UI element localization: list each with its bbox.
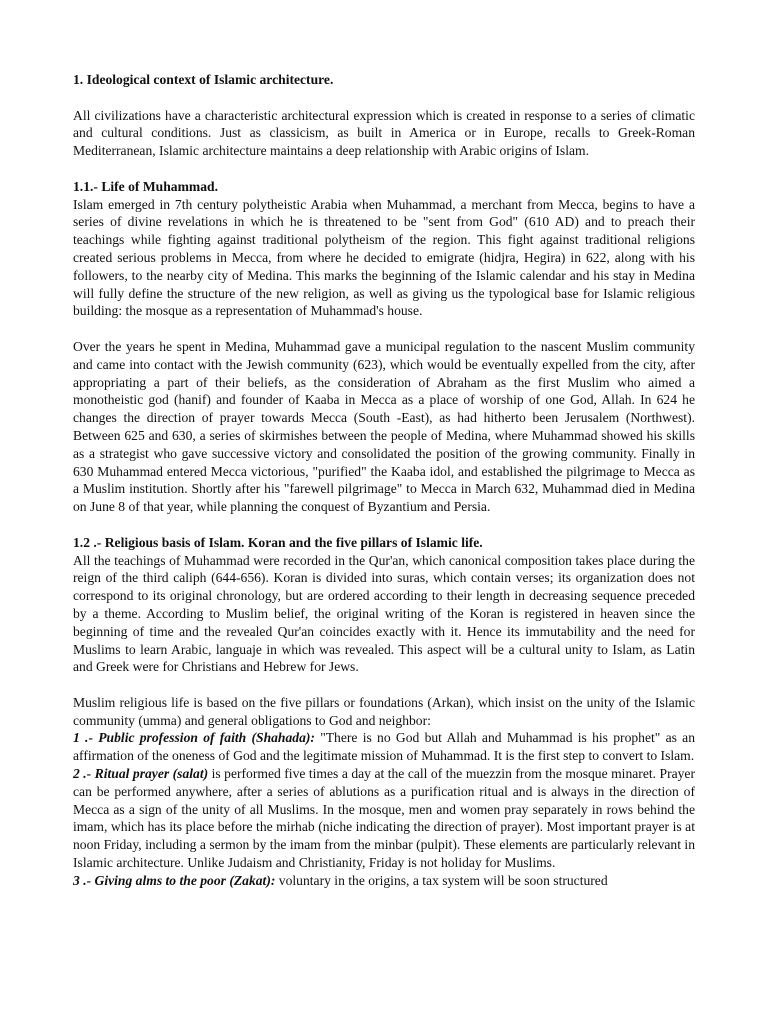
life-heading: 1.1.- Life of Muhammad. (73, 178, 218, 194)
life-paragraph-2: Over the years he spent in Medina, Muhammad gave a municipal regulation to the nascent Muslim community and came into contact with the Jewish community (623), which would be eventually expelled from the city, after appropriating a part of their beliefs, as the consideration of Abraham as the first Muslim who aimed a monotheistic god (hanif) and founder of Kaaba in Mecca as a place of worship of one God, Allah. In 624 he changes the direction of prayer towards Mecca (South -East), as had hitherto been Jerusalem (Northwest). Between 625 and 630, a series of skirmishes between the people of Medina, where Muhammad showed his skills as a strategist who gave successive victory and consolidated the position of the growing community. Finally in 630 Muhammad entered Mecca victorious, "purified" the Kaaba idol, and established the pilgrimage to Mecca as a Muslim institution. Shortly after his "farewell pilgrimage" to Mecca in March 632, Muhammad died in Medina on June 8 of that year, while planning the conquest of Byzantium and Persia. (73, 338, 695, 515)
pillar-text: "There is no God but Allah and Muhammad is his prophet" as an affirmation of the oneness of God and the legitimate mission of Muhammad. It is the first step to convert to Islam. (73, 730, 695, 764)
religious-heading: 1.2 .- Religious basis of Islam. Koran and the five pillars of Islamic life. (73, 534, 483, 550)
pillar-item (73, 729, 695, 765)
pillar-label: 2 .- Ritual prayer (salat) (73, 766, 209, 782)
main-heading: 1. Ideological context of Islamic architecture. (73, 72, 334, 87)
pillar-text: is performed five times a day at the call of the muezzin from the mosque minaret. Prayer can be performed anywhere, after a series of ablutions as a purification ritual and is always in the direction of Mecca as a sign of the unity of all Muslims. In the mosque, men and women pray separately in rows behind the imam, which has its place before the mirhab (niche indicating the direction of prayer). Most important prayer is at noon Friday, including a sermon by the imam from the minbar (pulpit). These elements are particularly relevant in Islamic architecture. Unlike Judaism and Christianity, Friday is not holiday for Muslims. (73, 766, 695, 871)
pillar-item (73, 765, 695, 872)
life-paragraph-1: Islam emerged in 7th century polytheistic Arabia when Muhammad, a merchant from Mecca, begins to have a series of divine revelations in which he is threatened to be "sent from God" (610 AD) and to preach their teachings while fighting against traditional polytheism of the region. This fight against traditional religions created serious problems in Mecca, from where he decided to emigrate (hidjra, Hegira) in 622, along with his followers, to the nearby city of Medina. This marks the beginning of the Islamic calendar and his stay in Medina will fully define the structure of the new religion, as well as giving us the typological base for Islamic religious building: the mosque as a representation of Muhammad's house. (73, 196, 695, 319)
religious-paragraph-1: All the teachings of Muhammad were recorded in the Qur'an, which canonical composition takes place during the reign of the third caliph (644-656). Koran is divided into suras, which contain verses; its organization does not correspond to its original chronology, but are ordered according to their length in decreasing sequence preceded by a theme. According to Muslim belief, the original writing of the Koran is registered in heaven since the beginning of time and the revealed Qur'an coincides exactly with it. Hence its immutability and the need for Muslims to learn Arabic, languaje in which was revealed. This aspect will be a cultural unity to Islam, as Latin and Greek were for Christians and Hebrew for Jews. (73, 552, 695, 675)
document-page (73, 71, 695, 890)
pillar-text: voluntary in the origins, a tax system will be soon structured (275, 872, 608, 888)
intro-paragraph: All civilizations have a characteristic architectural expression which is created in response to a series of climatic and cultural conditions. Just as classicism, as built in America or in Europe, recalls to Greek-Roman Mediterranean, Islamic architecture maintains a deep relationship with Arabic origins of Islam. (73, 107, 695, 159)
pillar-label: 1 .- Public profession of faith (Shahada): (73, 730, 315, 746)
religious-paragraph-2: Muslim religious life is based on the five pillars or foundations (Arkan), which insist on the unity of the Islamic community (umma) and general obligations to God and neighbor: (73, 694, 695, 728)
pillar-label: 3 .- Giving alms to the poor (Zakat): (73, 872, 276, 888)
pillar-item (73, 872, 695, 890)
